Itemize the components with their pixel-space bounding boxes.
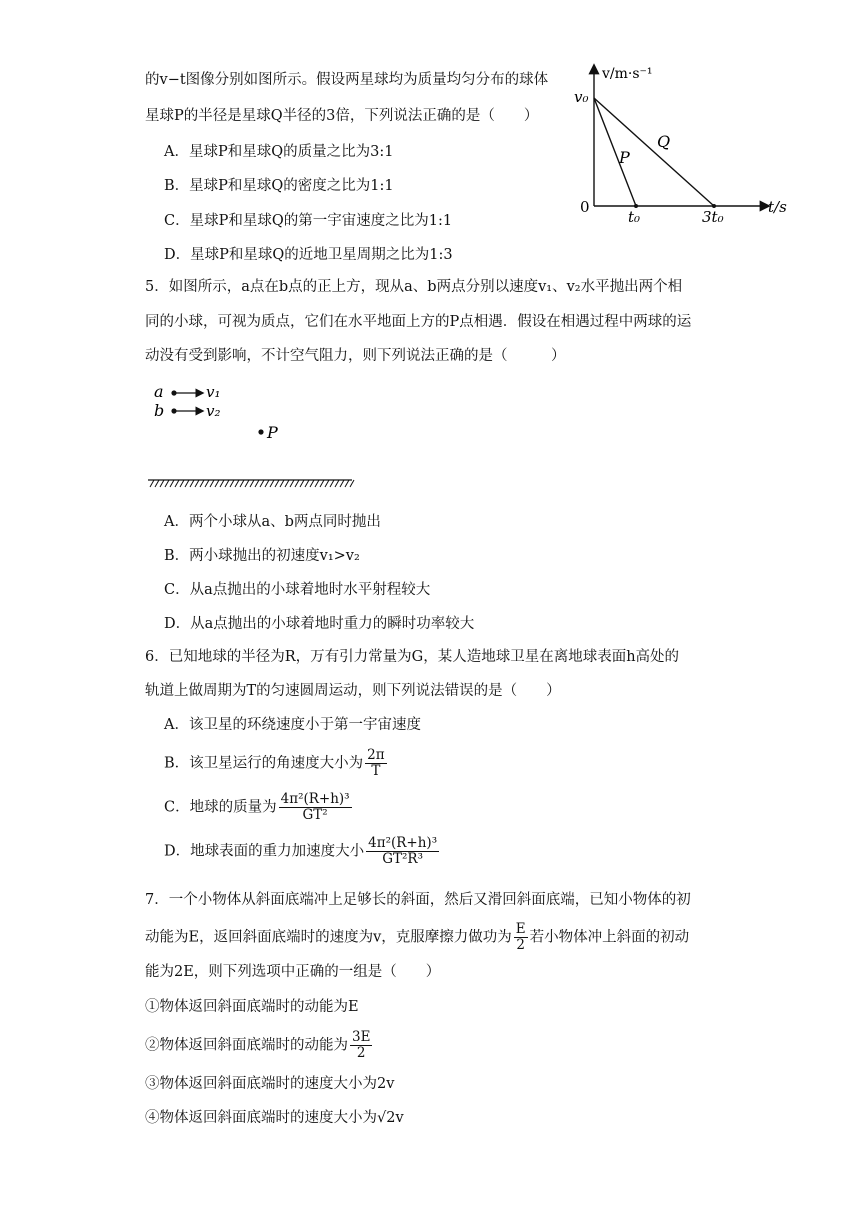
q-line-label: Q [657,132,671,151]
hatch-mark [255,480,259,487]
hatch-mark [185,480,189,487]
v0-label: v₀ [574,88,589,106]
fraction-numerator: 4π²(R+h)³ [280,791,350,807]
point-p-label: P [267,423,278,442]
q4-option-a: A．星球P和星球Q的质量之比为3:1 [164,144,394,160]
hatch-mark [195,480,199,487]
q4-option-c: C．星球P和星球Q的第一宇宙速度之比为1:1 [164,213,453,229]
p-line-label: P [619,148,630,167]
point-p [258,429,263,434]
hatch-mark [200,480,204,487]
ground-hatching [150,480,354,487]
t3-label: 3t₀ [702,208,724,226]
hatch-mark [150,480,154,487]
hatch-mark [240,480,244,487]
q5-option-a: A．两个小球从a、b两点同时抛出 [164,514,381,530]
q7-line2-fraction [514,922,528,953]
hatch-mark [165,480,169,487]
hatch-mark [180,480,184,487]
t0-label: t₀ [628,208,641,226]
hatch-mark [265,480,269,487]
fraction-numerator: 2π [367,747,385,763]
q6-line2: 轨道上做周期为T的匀速圆周运动，则下列说法错误的是（ ） [145,683,561,699]
q6-option-d [164,836,441,867]
v1-label: v₁ [206,383,221,401]
q5-line1: 5．如图所示，a点在b点的正上方，现从a、b两点分别以速度v₁、v₂水平抛出两个相 [145,279,683,295]
hatch-mark [245,480,249,487]
q7-line1: 7．一个小物体从斜面底端冲上足够长的斜面，然后又滑回斜面底端，已知小物体的初 [145,892,691,908]
hatch-mark [350,480,354,487]
projectile-figure [148,378,360,490]
hatch-mark [335,480,339,487]
hatch-mark [270,480,274,487]
hatch-mark [175,480,179,487]
hatch-mark [205,480,209,487]
hatch-mark [235,480,239,487]
hatch-mark [155,480,159,487]
hatch-mark [190,480,194,487]
point-b-label: b [154,401,165,420]
q4-line1: 的v−t图像分别如图所示。假设两星球均为质量均匀分布的球体 [145,72,549,88]
hatch-mark [285,480,289,487]
hatch-mark [160,480,164,487]
hatch-mark [220,480,224,487]
v2-label: v₂ [206,402,221,420]
q7-statement-1: ①物体返回斜面底端时的动能为E [145,999,359,1015]
q6-option-a: A．该卫星的环绕速度小于第一宇宙速度 [164,717,421,733]
q5-option-b: B．两小球抛出的初速度v₁>v₂ [164,548,360,564]
q7-statement-3: ③物体返回斜面底端时的速度大小为2v [145,1076,395,1092]
q5-option-c: C．从a点抛出的小球着地时水平射程较大 [164,582,431,598]
hatch-mark [275,480,279,487]
hatch-mark [330,480,334,487]
q7-line2-text-a: 动能为E，返回斜面底端时的速度为v，克服摩擦力做功为 [145,929,512,946]
q7-statement-2-fraction [350,1030,372,1061]
hatch-mark [320,480,324,487]
fraction-numerator: E [515,921,526,937]
q5-line2: 同的小球，可视为质点，它们在水平地面上方的P点相遇．假设在相遇过程中两球的运 [145,314,692,330]
line-q [594,98,714,206]
q4-option-d: D．星球P和星球Q的近地卫星周期之比为1:3 [164,247,453,263]
y-axis-label: v/m·s⁻¹ [602,66,653,82]
q4-line2: 星球P的半径是星球Q半径的3倍，下列说法正确的是（ ） [145,108,539,124]
hatch-mark [305,480,309,487]
fraction-denominator: GT²R³ [382,851,424,867]
fraction-denominator: 2 [356,1045,366,1061]
fraction-denominator: T [371,763,381,779]
q6-line1: 6．已知地球的半径为R，万有引力常量为G，某人造地球卫星在离地球表面h高处的 [145,649,680,665]
hatch-mark [290,480,294,487]
q6-option-c [164,792,354,823]
fraction-numerator: 3E [352,1029,371,1045]
q7-line2 [145,922,689,953]
hatch-mark [295,480,299,487]
hatch-mark [325,480,329,487]
hatch-mark [170,480,174,487]
hatch-mark [345,480,349,487]
hatch-mark [215,480,219,487]
hatch-mark [225,480,229,487]
vt-graph [568,56,808,234]
q7-statement-2 [145,1030,374,1061]
fraction-denominator: 2 [516,937,525,953]
q5-option-d: D．从a点抛出的小球着地时重力的瞬时功率较大 [164,616,475,632]
q6-option-b [164,748,389,779]
q4-option-b: B．星球P和星球Q的密度之比为1:1 [164,178,394,194]
q7-line2-text-b: 若小物体冲上斜面的初动 [529,929,690,946]
hatch-mark [230,480,234,487]
hatch-mark [260,480,264,487]
hatch-mark [315,480,319,487]
q7-statement-4: ④物体返回斜面底端时的速度大小为√2v [145,1110,404,1126]
origin-label: 0 [580,198,590,216]
q7-line3: 能为2E，则下列选项中正确的一组是（ ） [145,964,441,980]
hatch-mark [250,480,254,487]
hatch-mark [340,480,344,487]
hatch-mark [310,480,314,487]
q6-option-c-fraction [279,792,352,823]
hatch-mark [280,480,284,487]
fraction-numerator: 4π²(R+h)³ [368,835,438,851]
point-a-label: a [154,382,164,401]
q6-option-b-text: B．该卫星运行的角速度大小为 [164,755,364,772]
q6-option-c-text: C．地球的质量为 [164,799,277,816]
q7-statement-2-text: ②物体返回斜面底端时的动能为 [145,1037,348,1054]
q6-option-d-text: D．地球表面的重力加速度大小 [164,843,365,860]
hatch-mark [210,480,214,487]
hatch-mark [300,480,304,487]
fraction-denominator: GT² [302,807,328,823]
q6-option-b-fraction [365,748,386,779]
q6-option-d-fraction [366,836,439,867]
x-axis-label: t/s [768,198,787,216]
q5-line3: 动没有受到影响，不计空气阻力，则下列说法正确的是（ ） [145,348,566,364]
